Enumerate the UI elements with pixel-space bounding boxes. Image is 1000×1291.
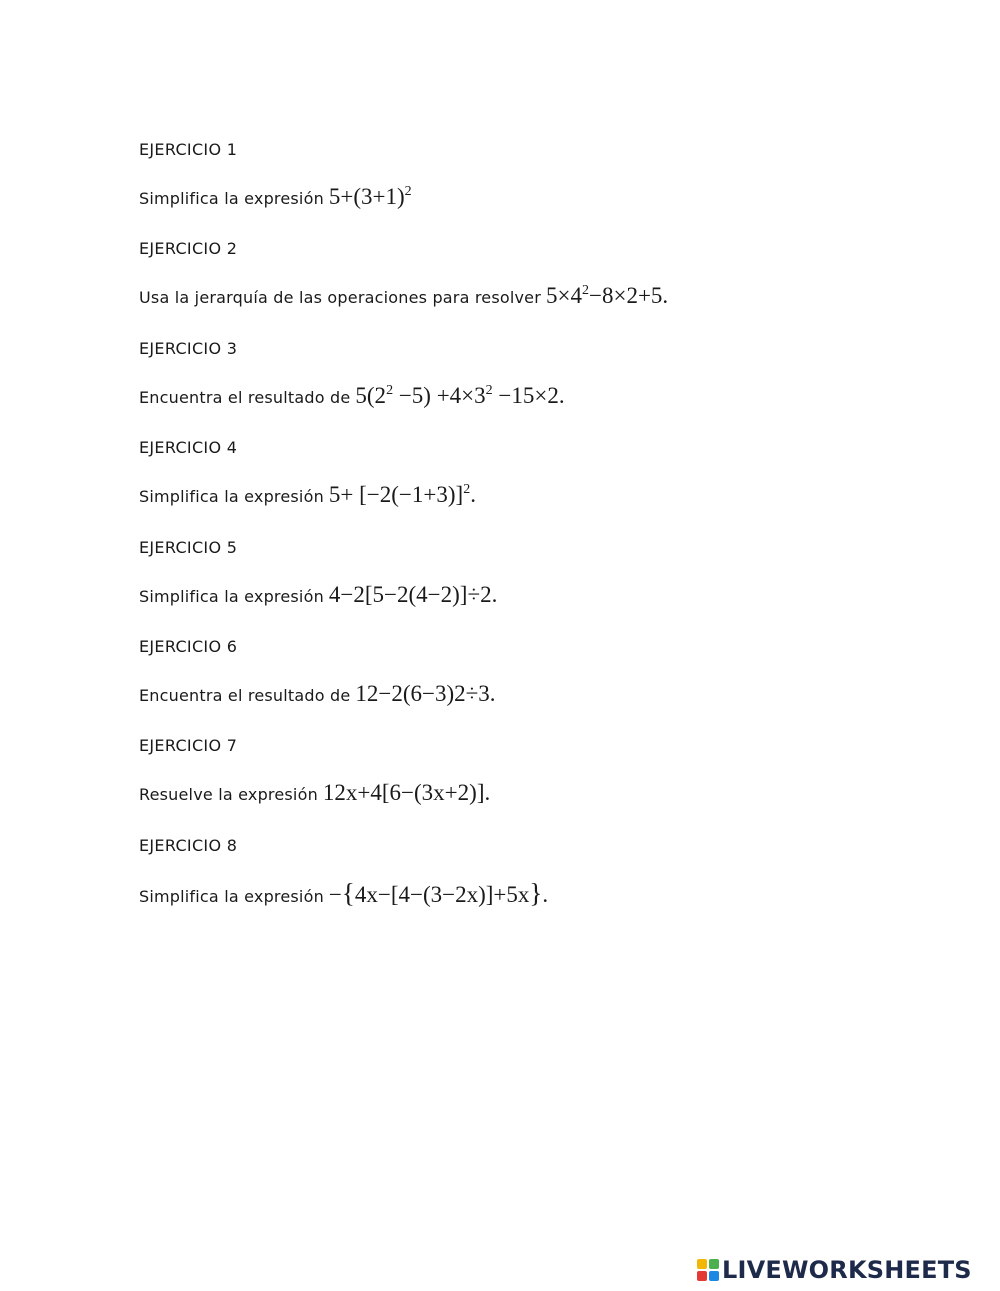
- expression-part: 4x−[4−(3−2x)]+5x: [354, 882, 530, 907]
- exercise-statement: [139, 776, 490, 810]
- exercise-prompt: Simplifica la expresión: [139, 487, 324, 506]
- exercise-5: [139, 538, 498, 607]
- exercise-title: EJERCICIO 7: [139, 736, 238, 755]
- exercise-prompt: Usa la jerarquía de las operaciones para resolver: [139, 288, 542, 307]
- exercise-8: [139, 836, 549, 908]
- logo-square-l: [697, 1259, 707, 1269]
- exercise-statement: [139, 677, 496, 711]
- expression-part: 5+(3+1): [328, 184, 405, 209]
- expression-part: 4−2[5−2(4−2)]÷2.: [328, 582, 498, 607]
- expression-part: {: [341, 878, 355, 908]
- exercise-prompt: Simplifica la expresión: [139, 189, 324, 208]
- expression-part: 5+ [−2(−1+3)]: [328, 482, 464, 507]
- exercise-statement: [139, 876, 548, 910]
- expression-part: 12−2(6−3)2÷3.: [355, 681, 496, 706]
- exercise-statement: [139, 478, 476, 512]
- expression-part: .: [470, 482, 476, 507]
- exercise-statement: [139, 180, 412, 214]
- liveworksheets-logo-mark-icon: [697, 1259, 719, 1281]
- exercise-prompt: Simplifica la expresión: [139, 587, 324, 606]
- exercise-title: EJERCICIO 6: [139, 637, 238, 656]
- exercise-expression: [355, 681, 495, 706]
- expression-part: −8×2+5.: [589, 283, 669, 308]
- exercise-prompt: Resuelve la expresión: [139, 785, 318, 804]
- exercise-title: EJERCICIO 3: [139, 339, 238, 358]
- expression-part: −5) +4×3: [393, 383, 486, 408]
- exercise-expression: [329, 582, 497, 607]
- exercise-7: [139, 736, 491, 805]
- exercise-statement: [139, 279, 668, 313]
- exercise-4: [139, 438, 476, 507]
- exercise-expression: [328, 878, 549, 908]
- exercise-prompt: Encuentra el resultado de: [139, 686, 351, 705]
- exercise-expression: [546, 283, 668, 308]
- exercise-statement: [139, 379, 565, 413]
- exercise-statement: [139, 578, 497, 612]
- expression-part: 2: [404, 184, 412, 199]
- expression-part: 5(2: [355, 383, 387, 408]
- exercise-expression: [329, 482, 476, 507]
- exercise-prompt: Encuentra el resultado de: [139, 388, 351, 407]
- logo-square-v: [697, 1271, 707, 1281]
- exercise-6: [139, 637, 496, 706]
- expression-part: −15×2.: [492, 383, 565, 408]
- exercise-title: EJERCICIO 2: [139, 239, 238, 258]
- exercise-expression: [329, 184, 412, 209]
- exercise-title: EJERCICIO 5: [139, 538, 238, 557]
- exercise-title: EJERCICIO 4: [139, 438, 238, 457]
- expression-part: }: [529, 878, 543, 908]
- liveworksheets-logo: [697, 1255, 972, 1285]
- exercise-expression: [323, 780, 490, 805]
- expression-part: 2: [463, 482, 471, 497]
- logo-square-e: [709, 1271, 719, 1281]
- expression-part: 2: [386, 383, 394, 398]
- expression-part: .: [542, 882, 549, 907]
- expression-part: 5×4: [546, 283, 582, 308]
- exercise-expression: [355, 383, 564, 408]
- liveworksheets-wordmark: LIVEWORKSHEETS: [722, 1256, 972, 1284]
- expression-part: 12x+4[6−(3x+2)].: [322, 780, 491, 805]
- logo-square-i: [709, 1259, 719, 1269]
- expression-part: −: [328, 882, 342, 907]
- exercise-title: EJERCICIO 8: [139, 836, 238, 855]
- exercise-1: [139, 140, 412, 209]
- expression-part: 2: [582, 283, 589, 298]
- expression-part: 2: [485, 383, 493, 398]
- exercise-title: EJERCICIO 1: [139, 140, 238, 159]
- exercise-prompt: Simplifica la expresión: [139, 887, 324, 906]
